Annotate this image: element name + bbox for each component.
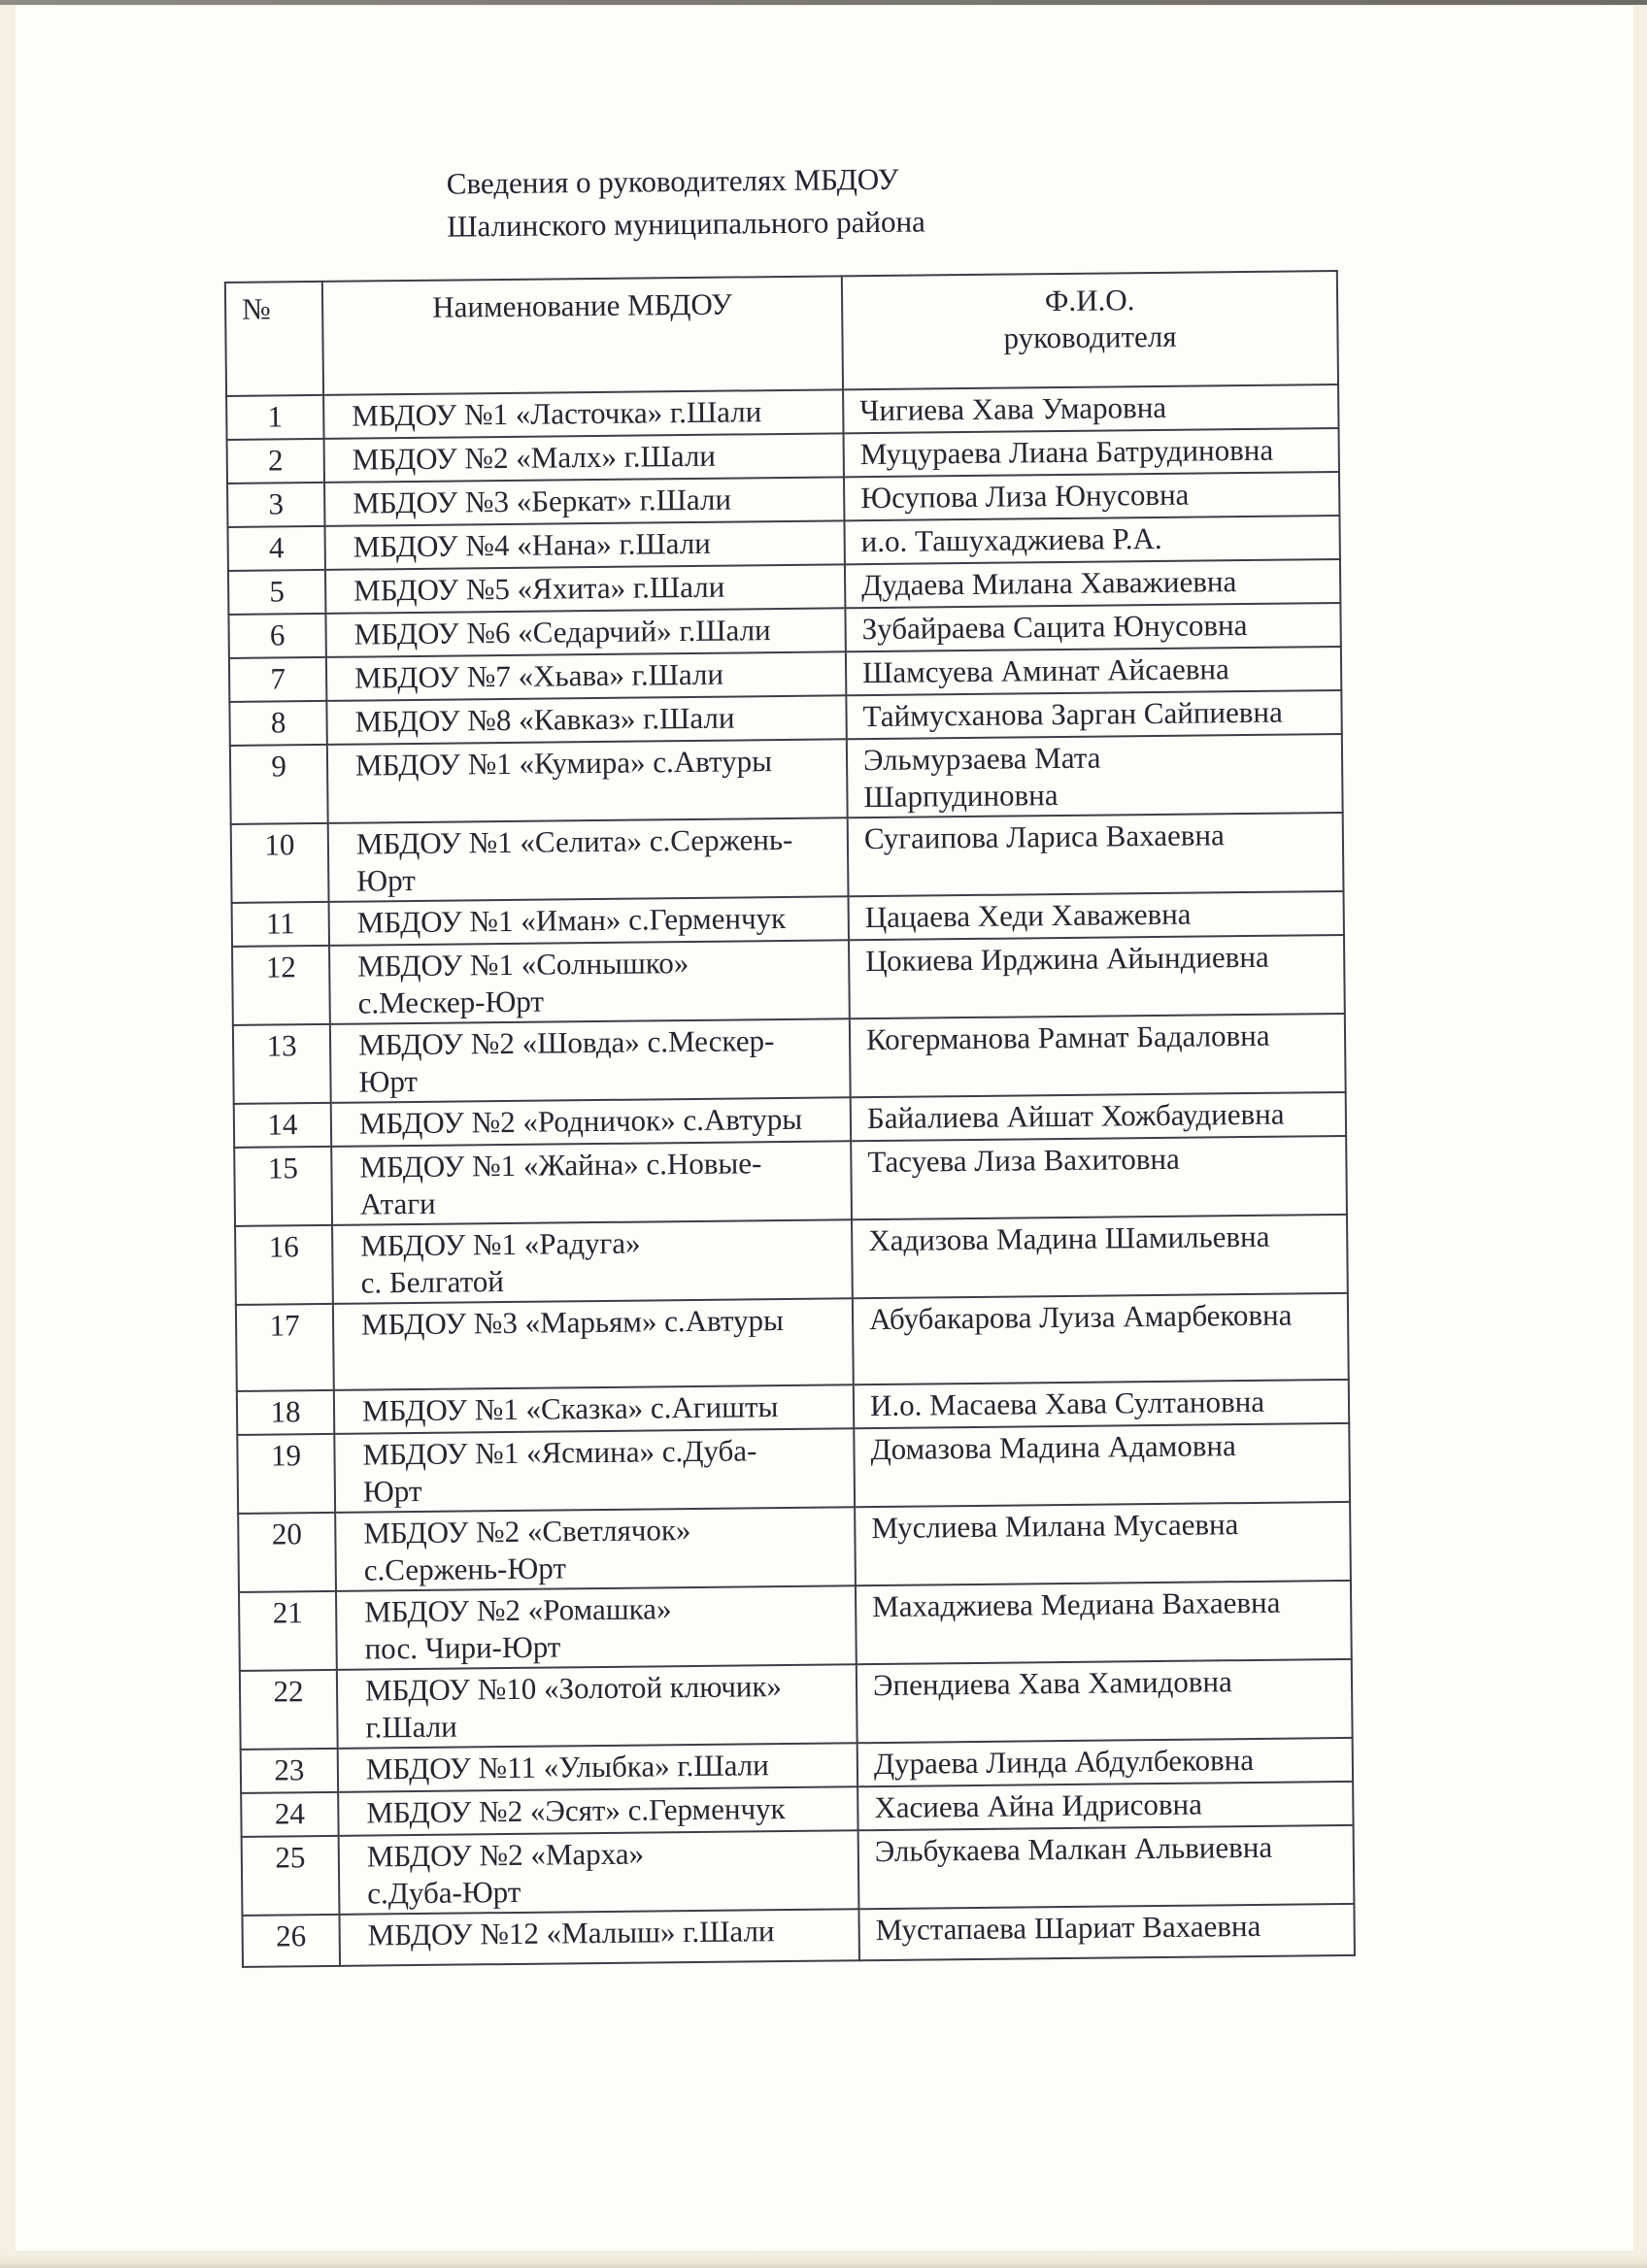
mbdou-name: МБДОУ №1 «Жайна» с.Новые- Атаги bbox=[331, 1141, 852, 1225]
mbdou-name: МБДОУ №1 «Солнышко» с.Мескер-Юрт bbox=[329, 940, 850, 1024]
director-fio: Эпендиева Хава Хамидовна bbox=[857, 1659, 1353, 1743]
director-fio: И.о. Масаева Хава Султановна bbox=[854, 1380, 1349, 1428]
mbdou-name: МБДОУ №2 «Шовда» с.Мескер- Юрт bbox=[330, 1018, 851, 1103]
table-row bbox=[231, 813, 1344, 903]
director-fio: Домазова Мадина Адамовна bbox=[854, 1423, 1350, 1507]
table-row bbox=[230, 734, 1343, 824]
director-fio: Хасиева Айна Идрисовна bbox=[857, 1782, 1353, 1830]
director-fio: Эльбукаева Малкан Альвиевна bbox=[858, 1825, 1355, 1909]
mbdou-name: МБДОУ №1 «Ласточка» г.Шали bbox=[323, 389, 843, 439]
mbdou-name: МБДОУ №1 «Сказка» с.Агишты bbox=[334, 1384, 854, 1434]
row-number: 23 bbox=[241, 1749, 338, 1793]
mbdou-name: МБДОУ №6 «Седарчий» г.Шали bbox=[325, 608, 845, 657]
row-number: 5 bbox=[228, 570, 325, 615]
row-number: 17 bbox=[236, 1304, 334, 1391]
row-number: 3 bbox=[227, 483, 324, 527]
column-header-mbdou-name: Наименование МБДОУ bbox=[322, 276, 843, 395]
row-number: 16 bbox=[235, 1225, 333, 1305]
mbdou-name: МБДОУ №5 «Яхита» г.Шали bbox=[325, 564, 845, 614]
director-fio: Когерманова Рамнат Бадаловна bbox=[850, 1014, 1346, 1097]
mbdou-name: МБДОУ №2 «Светлячок» с.Сержень-Юрт bbox=[335, 1507, 856, 1591]
director-fio: Эльмурзаева Мата Шарпудиновна bbox=[847, 734, 1343, 817]
director-fio: Чигиева Хава Умаровна bbox=[843, 384, 1338, 433]
table-row bbox=[234, 1136, 1347, 1226]
director-fio: Дураева Линда Абдулбековна bbox=[857, 1738, 1353, 1786]
row-number: 13 bbox=[233, 1024, 331, 1104]
mbdou-name: МБДОУ №3 «Беркат» г.Шали bbox=[324, 477, 844, 526]
table-row bbox=[232, 935, 1345, 1025]
row-number: 8 bbox=[229, 701, 326, 746]
row-number: 11 bbox=[232, 902, 329, 947]
row-number: 1 bbox=[226, 395, 323, 440]
row-number: 25 bbox=[242, 1836, 340, 1916]
table-row bbox=[238, 1502, 1351, 1592]
director-fio: Таймусханова Зарган Сайпиевна bbox=[846, 690, 1341, 739]
director-fio: Дудаева Милана Хаважиевна bbox=[845, 559, 1340, 608]
row-number: 18 bbox=[237, 1390, 334, 1435]
directors-table bbox=[224, 270, 1356, 1968]
mbdou-name: МБДОУ №4 «Нана» г.Шали bbox=[324, 520, 844, 570]
table-row bbox=[239, 1581, 1352, 1671]
mbdou-name: МБДОУ №1 «Радуга» с. Белгатой bbox=[332, 1219, 853, 1304]
director-fio: Тасуева Лиза Вахитовна bbox=[851, 1136, 1347, 1219]
mbdou-name: МБДОУ №12 «Малыш» г.Шали bbox=[339, 1909, 859, 1966]
table-row bbox=[233, 1014, 1346, 1104]
document-content bbox=[223, 148, 1359, 1968]
director-fio: Цокиева Ирджина Айындиевна bbox=[849, 935, 1345, 1018]
mbdou-name: МБДОУ №7 «Хьава» г.Шали bbox=[326, 651, 846, 701]
mbdou-name: МБДОУ №3 «Марьям» с.Автуры bbox=[333, 1298, 854, 1390]
row-number: 10 bbox=[231, 823, 329, 903]
table-row bbox=[236, 1293, 1349, 1391]
director-fio: Муслиева Милана Мусаевна bbox=[855, 1502, 1351, 1585]
table-row bbox=[237, 1423, 1350, 1514]
column-header-number: № bbox=[225, 282, 323, 396]
director-fio: Махаджиева Медиана Вахаевна bbox=[856, 1581, 1352, 1664]
scan-edge-top bbox=[0, 0, 1647, 5]
scan-edge-bottom bbox=[0, 2254, 1647, 2268]
mbdou-name: МБДОУ №1 «Кумира» с.Автуры bbox=[327, 739, 848, 823]
director-fio: Сугаипова Лариса Вахаевна bbox=[848, 813, 1344, 896]
row-number: 24 bbox=[241, 1792, 338, 1837]
row-number: 21 bbox=[239, 1591, 337, 1671]
row-number: 9 bbox=[230, 745, 328, 824]
mbdou-name: МБДОУ №8 «Кавказ» г.Шали bbox=[326, 695, 846, 745]
director-fio: Цацаева Хеди Хаважевна bbox=[849, 891, 1344, 940]
director-fio: Хадизова Мадина Шамильевна bbox=[852, 1215, 1348, 1298]
mbdou-name: МБДОУ №2 «Ромашка» пос. Чири-Юрт bbox=[336, 1585, 857, 1670]
column-header-director-fio: Ф.И.О. руководителя bbox=[842, 271, 1338, 389]
page-title: Сведения о руководителях МБДОУ Шалинского муниципального района bbox=[446, 161, 926, 244]
director-fio: Байалиева Айшат Хожбаудиевна bbox=[851, 1092, 1346, 1141]
row-number: 15 bbox=[234, 1147, 332, 1226]
mbdou-name: МБДОУ №1 «Ясмина» с.Дуба- Юрт bbox=[334, 1428, 855, 1513]
row-number: 14 bbox=[234, 1103, 331, 1148]
mbdou-name: МБДОУ №1 «Селита» с.Сержень- Юрт bbox=[328, 817, 849, 902]
table-header-row bbox=[225, 271, 1338, 396]
director-fio: Шамсуева Аминат Айсаевна bbox=[846, 647, 1341, 695]
mbdou-name: МБДОУ №11 «Улыбка» г.Шали bbox=[338, 1743, 857, 1792]
director-fio: и.о. Ташухаджиева Р.А. bbox=[844, 516, 1339, 564]
table-row bbox=[242, 1904, 1354, 1967]
mbdou-name: МБДОУ №2 «Марха» с.Дуба-Юрт bbox=[339, 1830, 859, 1915]
mbdou-name: МБДОУ №1 «Иман» с.Герменчук bbox=[329, 896, 849, 946]
scanned-page bbox=[16, 6, 1633, 2251]
mbdou-name: МБДОУ №2 «Родничок» с.Автуры bbox=[331, 1097, 851, 1147]
mbdou-name: МБДОУ №2 «Малх» г.Шали bbox=[324, 433, 844, 483]
director-fio: Зубайраева Сацита Юнусовна bbox=[845, 603, 1340, 651]
row-number: 22 bbox=[240, 1670, 338, 1750]
row-number: 19 bbox=[237, 1434, 335, 1514]
row-number: 26 bbox=[242, 1915, 340, 1967]
table-row bbox=[240, 1659, 1353, 1750]
row-number: 2 bbox=[227, 439, 324, 484]
director-fio: Абубакарова Луиза Амарбековна bbox=[853, 1293, 1349, 1384]
mbdou-name: МБДОУ №2 «Эсят» с.Герменчук bbox=[338, 1786, 857, 1836]
row-number: 20 bbox=[238, 1513, 336, 1592]
row-number: 4 bbox=[228, 526, 325, 571]
director-fio: Юсупова Лиза Юнусовна bbox=[844, 472, 1339, 520]
mbdou-name: МБДОУ №10 «Золотой ключик» г.Шали bbox=[337, 1664, 857, 1749]
table-row bbox=[242, 1825, 1355, 1916]
row-number: 12 bbox=[232, 946, 330, 1025]
row-number: 6 bbox=[228, 614, 325, 658]
table-row bbox=[235, 1215, 1348, 1305]
row-number: 7 bbox=[229, 657, 326, 702]
director-fio: Мустапаева Шариат Вахаевна bbox=[858, 1904, 1355, 1960]
director-fio: Муцураева Лиана Батрудиновна bbox=[844, 428, 1339, 477]
